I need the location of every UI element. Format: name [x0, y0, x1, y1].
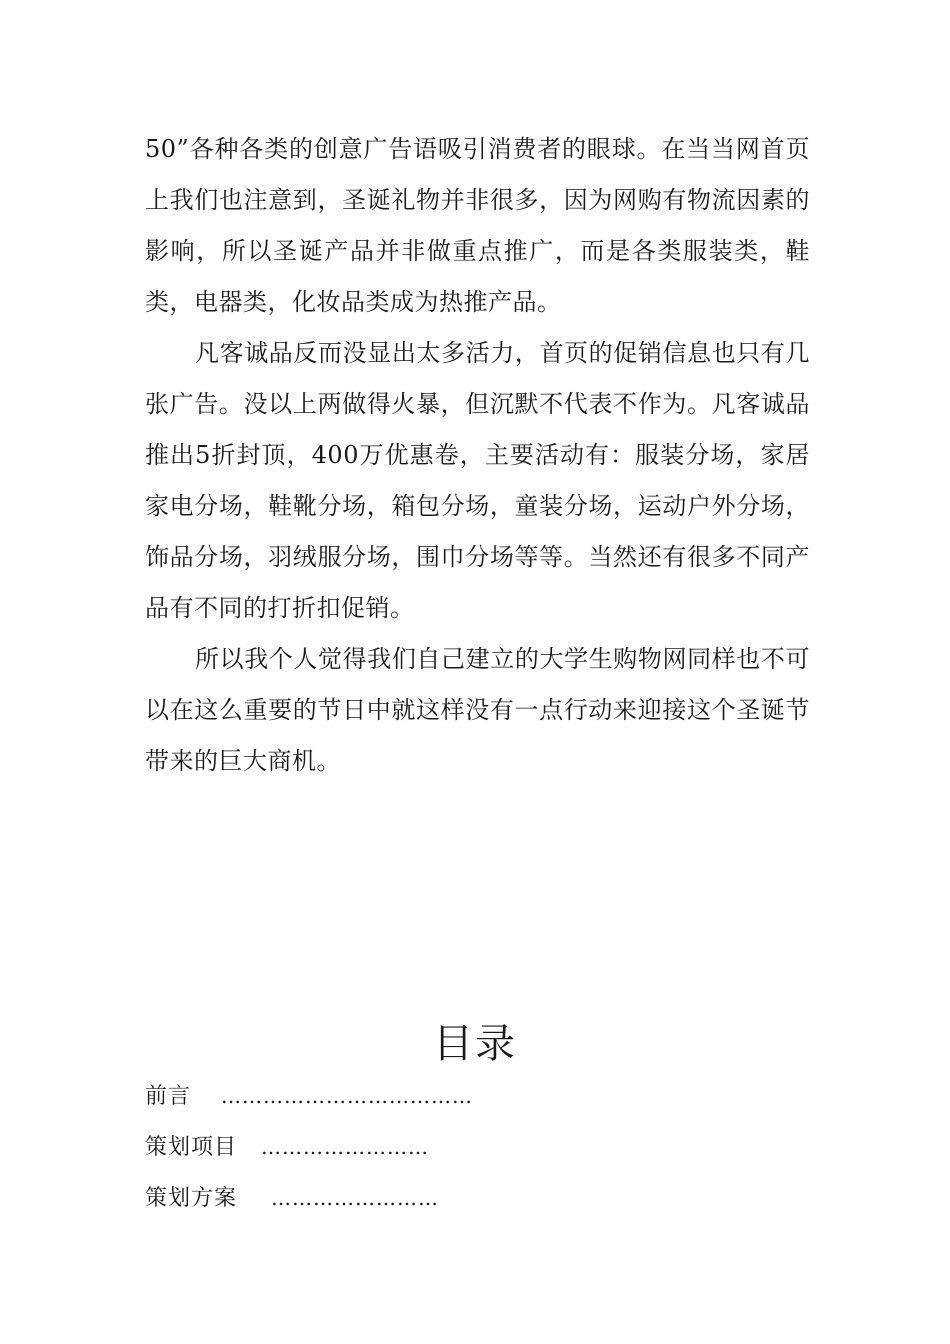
toc-item-label: 策划方案 — [145, 1186, 238, 1211]
toc-leader-dots: …………………… — [271, 1186, 440, 1210]
toc-item-preface[interactable] — [145, 1076, 745, 1127]
toc-item-planning-project[interactable] — [145, 1127, 745, 1178]
paragraph-dangdang: 50”各种各类的创意广告语吸引消费者的眼球。在当当网首页上我们也注意到，圣诞礼物并非很多，因为网购有物流因素的影响，所以圣诞产品并非做重点推广，而是各类服装类，鞋类，电器类，化妆品类成为热推产品。 — [145, 135, 810, 316]
paragraph-conclusion: 所以我个人觉得我们自己建立的大学生购物网同样也不可以在这么重要的节日中就这样没有一点行动来迎接这个圣诞节带来的巨大商机。 — [145, 645, 810, 775]
toc-item-planning-scheme[interactable] — [145, 1178, 745, 1229]
toc-leader-dots: …………………… — [261, 1135, 430, 1159]
toc-leader-dots: ……………………………… — [221, 1084, 474, 1108]
body-text — [145, 124, 810, 787]
paragraph-vancl: 凡客诚品反而没显出太多活力，首页的促销信息也只有几张广告。没以上两做得火暴，但沉默不代表不作为。凡客诚品推出5折封顶，400万优惠卷，主要活动有：服装分场，家居家电分场，鞋靴分场，箱包分场，童装分场，运动户外分场，饰品分场，羽绒服分场，围巾分场等等。当然还有很多不同产品有不同的打折扣促销。 — [145, 339, 810, 622]
table-of-contents — [145, 1076, 745, 1229]
toc-title: 目录 — [433, 1021, 517, 1067]
toc-item-label: 前言 — [145, 1084, 192, 1109]
toc-item-label: 策划项目 — [145, 1135, 238, 1160]
